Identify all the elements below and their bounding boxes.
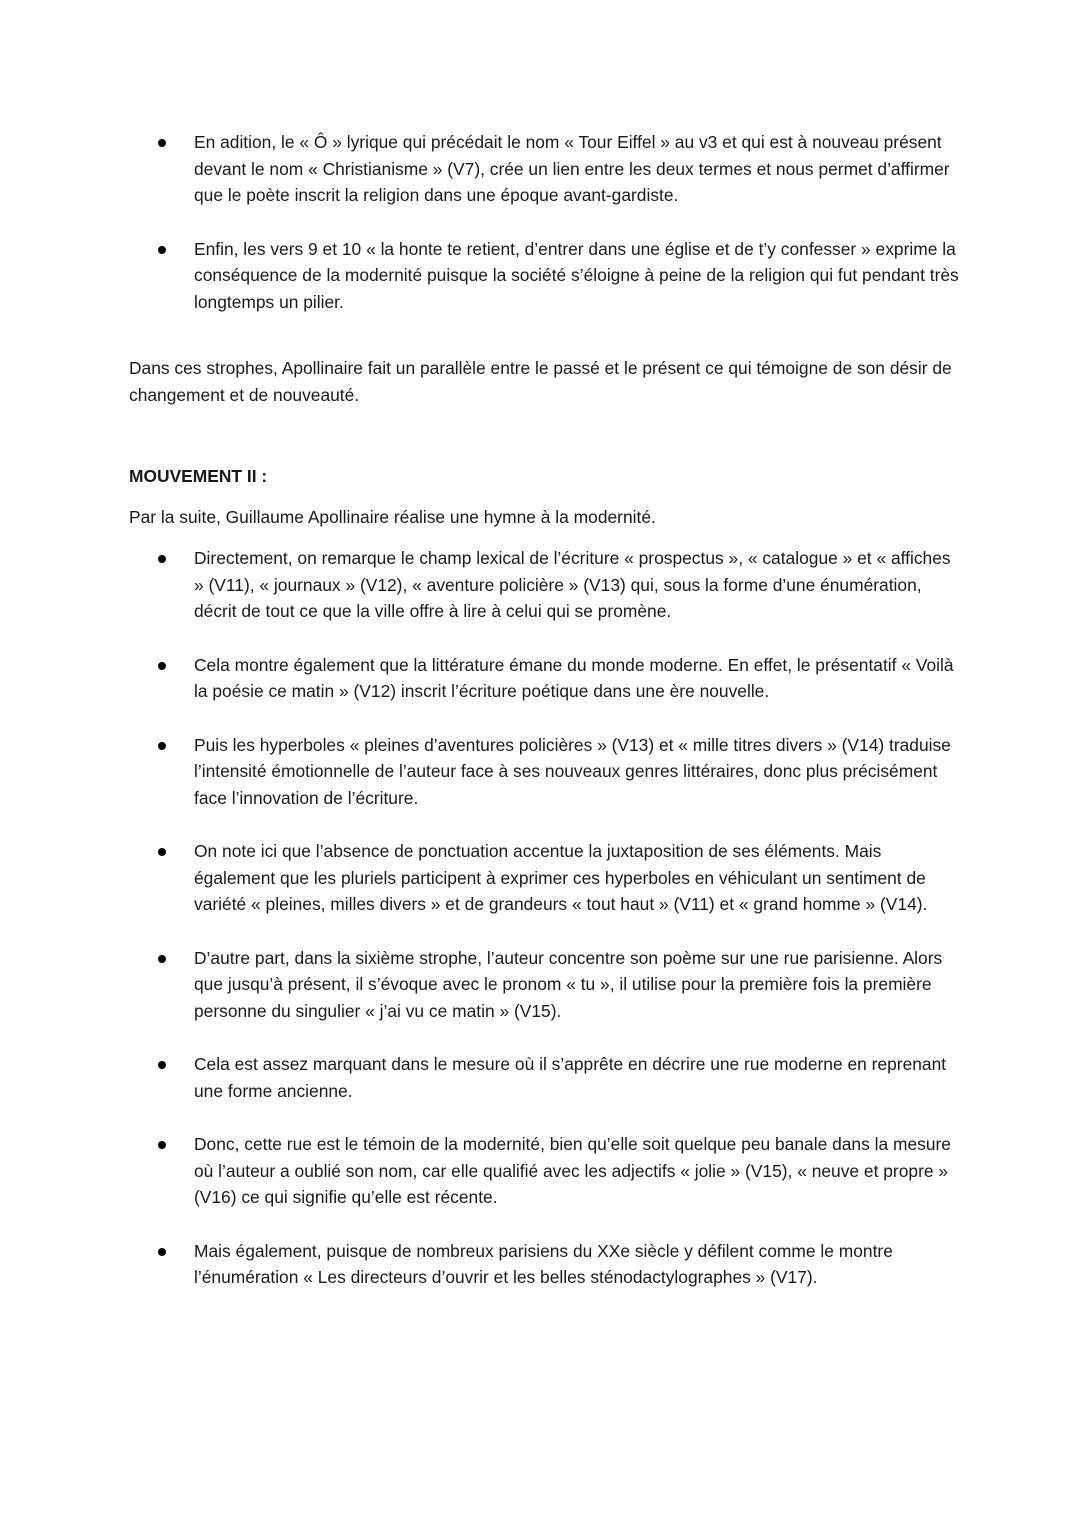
list-item-text: Cela montre également que la littérature émane du monde moderne. En effet, le présentatif « Voilà la poésie ce matin » (V12) inscrit l’écriture poétique dans une ère nouvelle. — [194, 654, 954, 701]
list-item-text: Puis les hyperboles « pleines d’aventures policières » (V13) et « mille titres divers » (V14) traduise l’intensité émotionnelle de l’auteur face à ses nouveaux genres littéraires, donc plus précisément face l’innovation de l’écriture. — [194, 734, 951, 808]
bullet-icon — [158, 139, 166, 147]
conclusion-paragraph: Dans ces strophes, Apollinaire fait un parallèle entre le passé et le présent ce qui témoigne de son désir de changement et de nouveauté. — [129, 358, 952, 405]
list-item-text: Cela est assez marquant dans le mesure où il s’apprête en décrire une rue moderne en reprenant une forme ancienne. — [194, 1054, 947, 1101]
list-item — [0, 1238, 1080, 1291]
list-item — [0, 129, 1080, 209]
list-item — [0, 732, 1080, 812]
list-item — [0, 838, 1080, 918]
list-item-text: On note ici que l’absence de ponctuation accentue la juxtaposition de ses éléments. Mais également que les pluriels participent à exprimer ces hyperboles en véhiculant un sentiment de variété « pleines, milles divers » et de grandeurs « tout haut » (V11) et « grand homme » (V14). — [194, 841, 928, 914]
list-item — [0, 1131, 1080, 1211]
list-item — [0, 545, 1080, 625]
list-item-text: Mais également, puisque de nombreux parisiens du XXe siècle y défilent comme le montre l’énumération « Les directeurs d’ouvrir et les belles sténodactylographes » (V17). — [194, 1240, 893, 1287]
list-item-text: D’autre part, dans la sixième strophe, l’auteur concentre son poème sur une rue parisienne. Alors que jusqu’à présent, il s’évoque avec le pronom « tu », il utilise pour la première fois la première personne du singulier « j’ai vu ce matin » (V15). — [194, 947, 943, 1021]
bullet-list-1 — [0, 129, 1080, 342]
list-item — [0, 652, 1080, 705]
bullet-icon — [158, 662, 166, 670]
bullet-icon — [158, 1061, 166, 1069]
bullet-icon — [158, 742, 166, 750]
section-heading: MOUVEMENT II : — [129, 466, 268, 486]
bullet-icon — [158, 848, 166, 856]
bullet-icon — [158, 1141, 166, 1149]
list-item-text: Donc, cette rue est le témoin de la modernité, bien qu’elle soit quelque peu banale dans la mesure où l’auteur a oublié son nom, car elle qualifié avec les adjectifs « jolie » (V15), « neuve et propre » (V16) ce qui signifie qu’elle est récente. — [194, 1134, 951, 1207]
list-item — [0, 1051, 1080, 1104]
list-item — [0, 236, 1080, 316]
intro-paragraph: Par la suite, Guillaume Apollinaire réalise une hymne à la modernité. — [129, 507, 656, 527]
list-item — [0, 945, 1080, 1025]
list-item-text: Directement, on remarque le champ lexical de l’écriture « prospectus », « catalogue » et « affiches » (V11), « journaux » (V12), « aventure policière » (V13) qui, sous la forme d’une énumération, décrit de tout ce que la ville offre à lire à celui qui se promène. — [194, 548, 951, 621]
bullet-icon — [158, 1248, 166, 1256]
bullet-list-2 — [0, 545, 1080, 1318]
bullet-icon — [158, 555, 166, 563]
list-item-text: En adition, le « Ô » lyrique qui précédait le nom « Tour Eiffel » au v3 et qui est à nouveau présent devant le nom « Christianisme » (V7), crée un lien entre les deux termes et nous permet d’affirmer que le poète inscrit la religion dans une époque avant-gardiste. — [194, 132, 950, 205]
bullet-icon — [158, 955, 166, 963]
bullet-icon — [158, 246, 166, 254]
list-item-text: Enfin, les vers 9 et 10 « la honte te retient, d’entrer dans une église et de t’y confesser » exprime la conséquence de la modernité puisque la société s’éloigne à peine de la religion qui fut pendant très longtemps un pilier. — [194, 238, 959, 312]
